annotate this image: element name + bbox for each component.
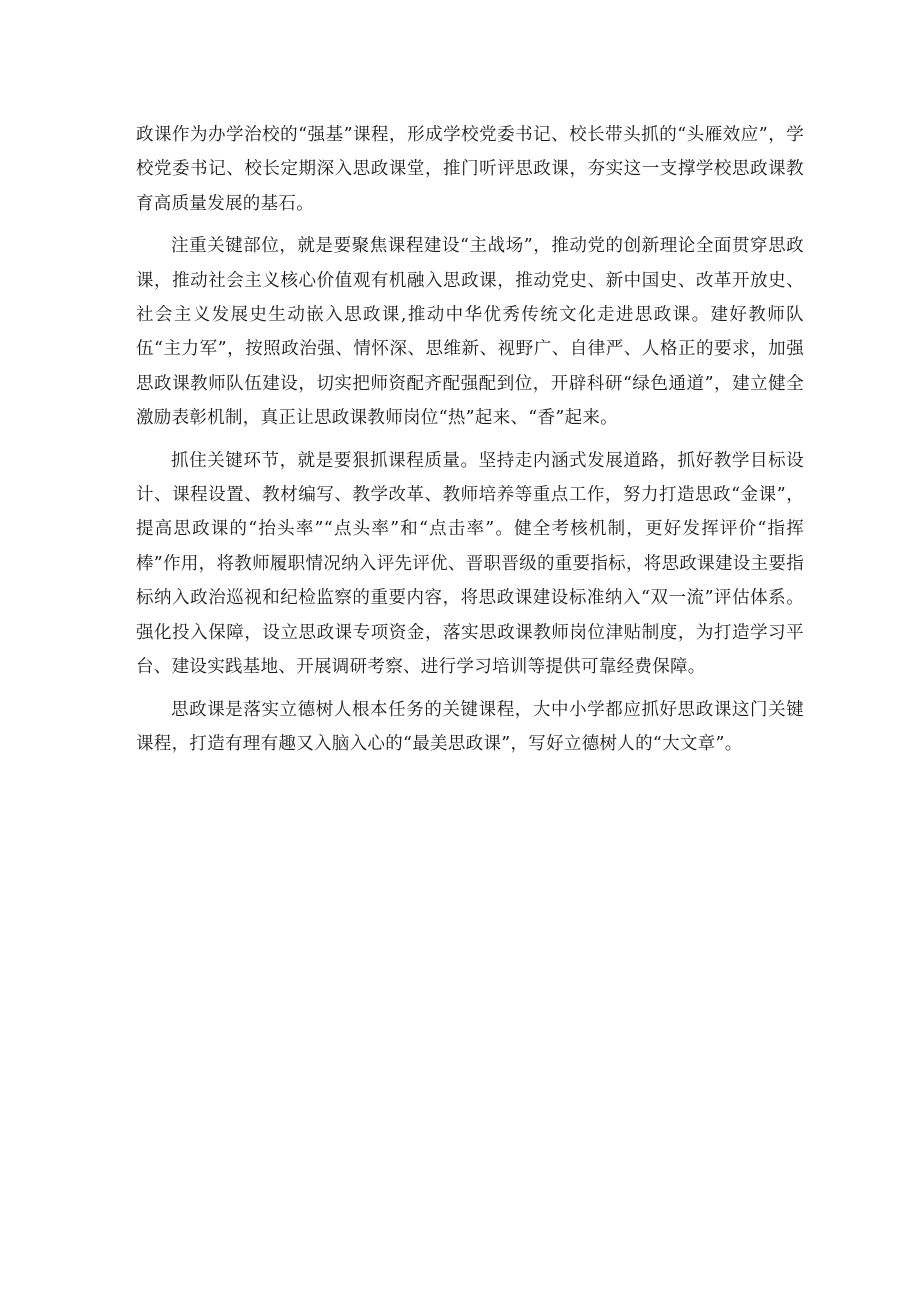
paragraph-continuation: 政课作为办学治校的“强基”课程，形成学校党委书记、校长带头抓的“头雁效应”，学校党委书记、校长定期深入思政课堂，推门听评思政课，夯实这一支撑学校思政课教育高质量发展的基石。 (136, 125, 804, 214)
paragraph-key-position: 注重关键部位，就是要聚焦课程建设“主战场”，推动党的创新理论全面贯穿思政课，推动社会主义核心价值观有机融入思政课，推动党史、新中国史、改革开放史、社会主义发展史生动嵌入思政课,推动中华优秀传统文化走进思政课。建好教师队伍“主力军”，按照政治强、情怀深、思维新、视野广、自律严、人格正的要求，加强思政课教师队伍建设，切实把师资配齐配强配到位，开辟科研“绿色通道”，建立健全激励表彰机制，真正让思政课教师岗位“热”起来、“香”起来。 (136, 236, 804, 429)
paragraph-conclusion: 思政课是落实立德树人根本任务的关键课程，大中小学都应抓好思政课这门关键课程，打造有理有趣又入脑入心的“最美思政课”，写好立德树人的“大文章”。 (136, 699, 804, 754)
document-body (136, 118, 804, 769)
paragraph-key-link: 抓住关键环节，就是要狠抓课程质量。坚持走内涵式发展道路，抓好教学目标设计、课程设置、教材编写、教学改革、教师培养等重点工作，努力打造思政“金课”，提高思政课的“抬头率”“点头率”和“点击率”。健全考核机制，更好发挥评价“指挥棒”作用，将教师履职情况纳入评先评优、晋职晋级的重要指标，将思政课建设主要指标纳入政治巡视和纪检监察的重要内容，将思政课建设标准纳入“双一流”评估体系。强化投入保障，设立思政课专项资金，落实思政课教师岗位津贴制度，为打造学习平台、建设实践基地、开展调研考察、进行学习培训等提供可靠经费保障。 (136, 450, 804, 678)
